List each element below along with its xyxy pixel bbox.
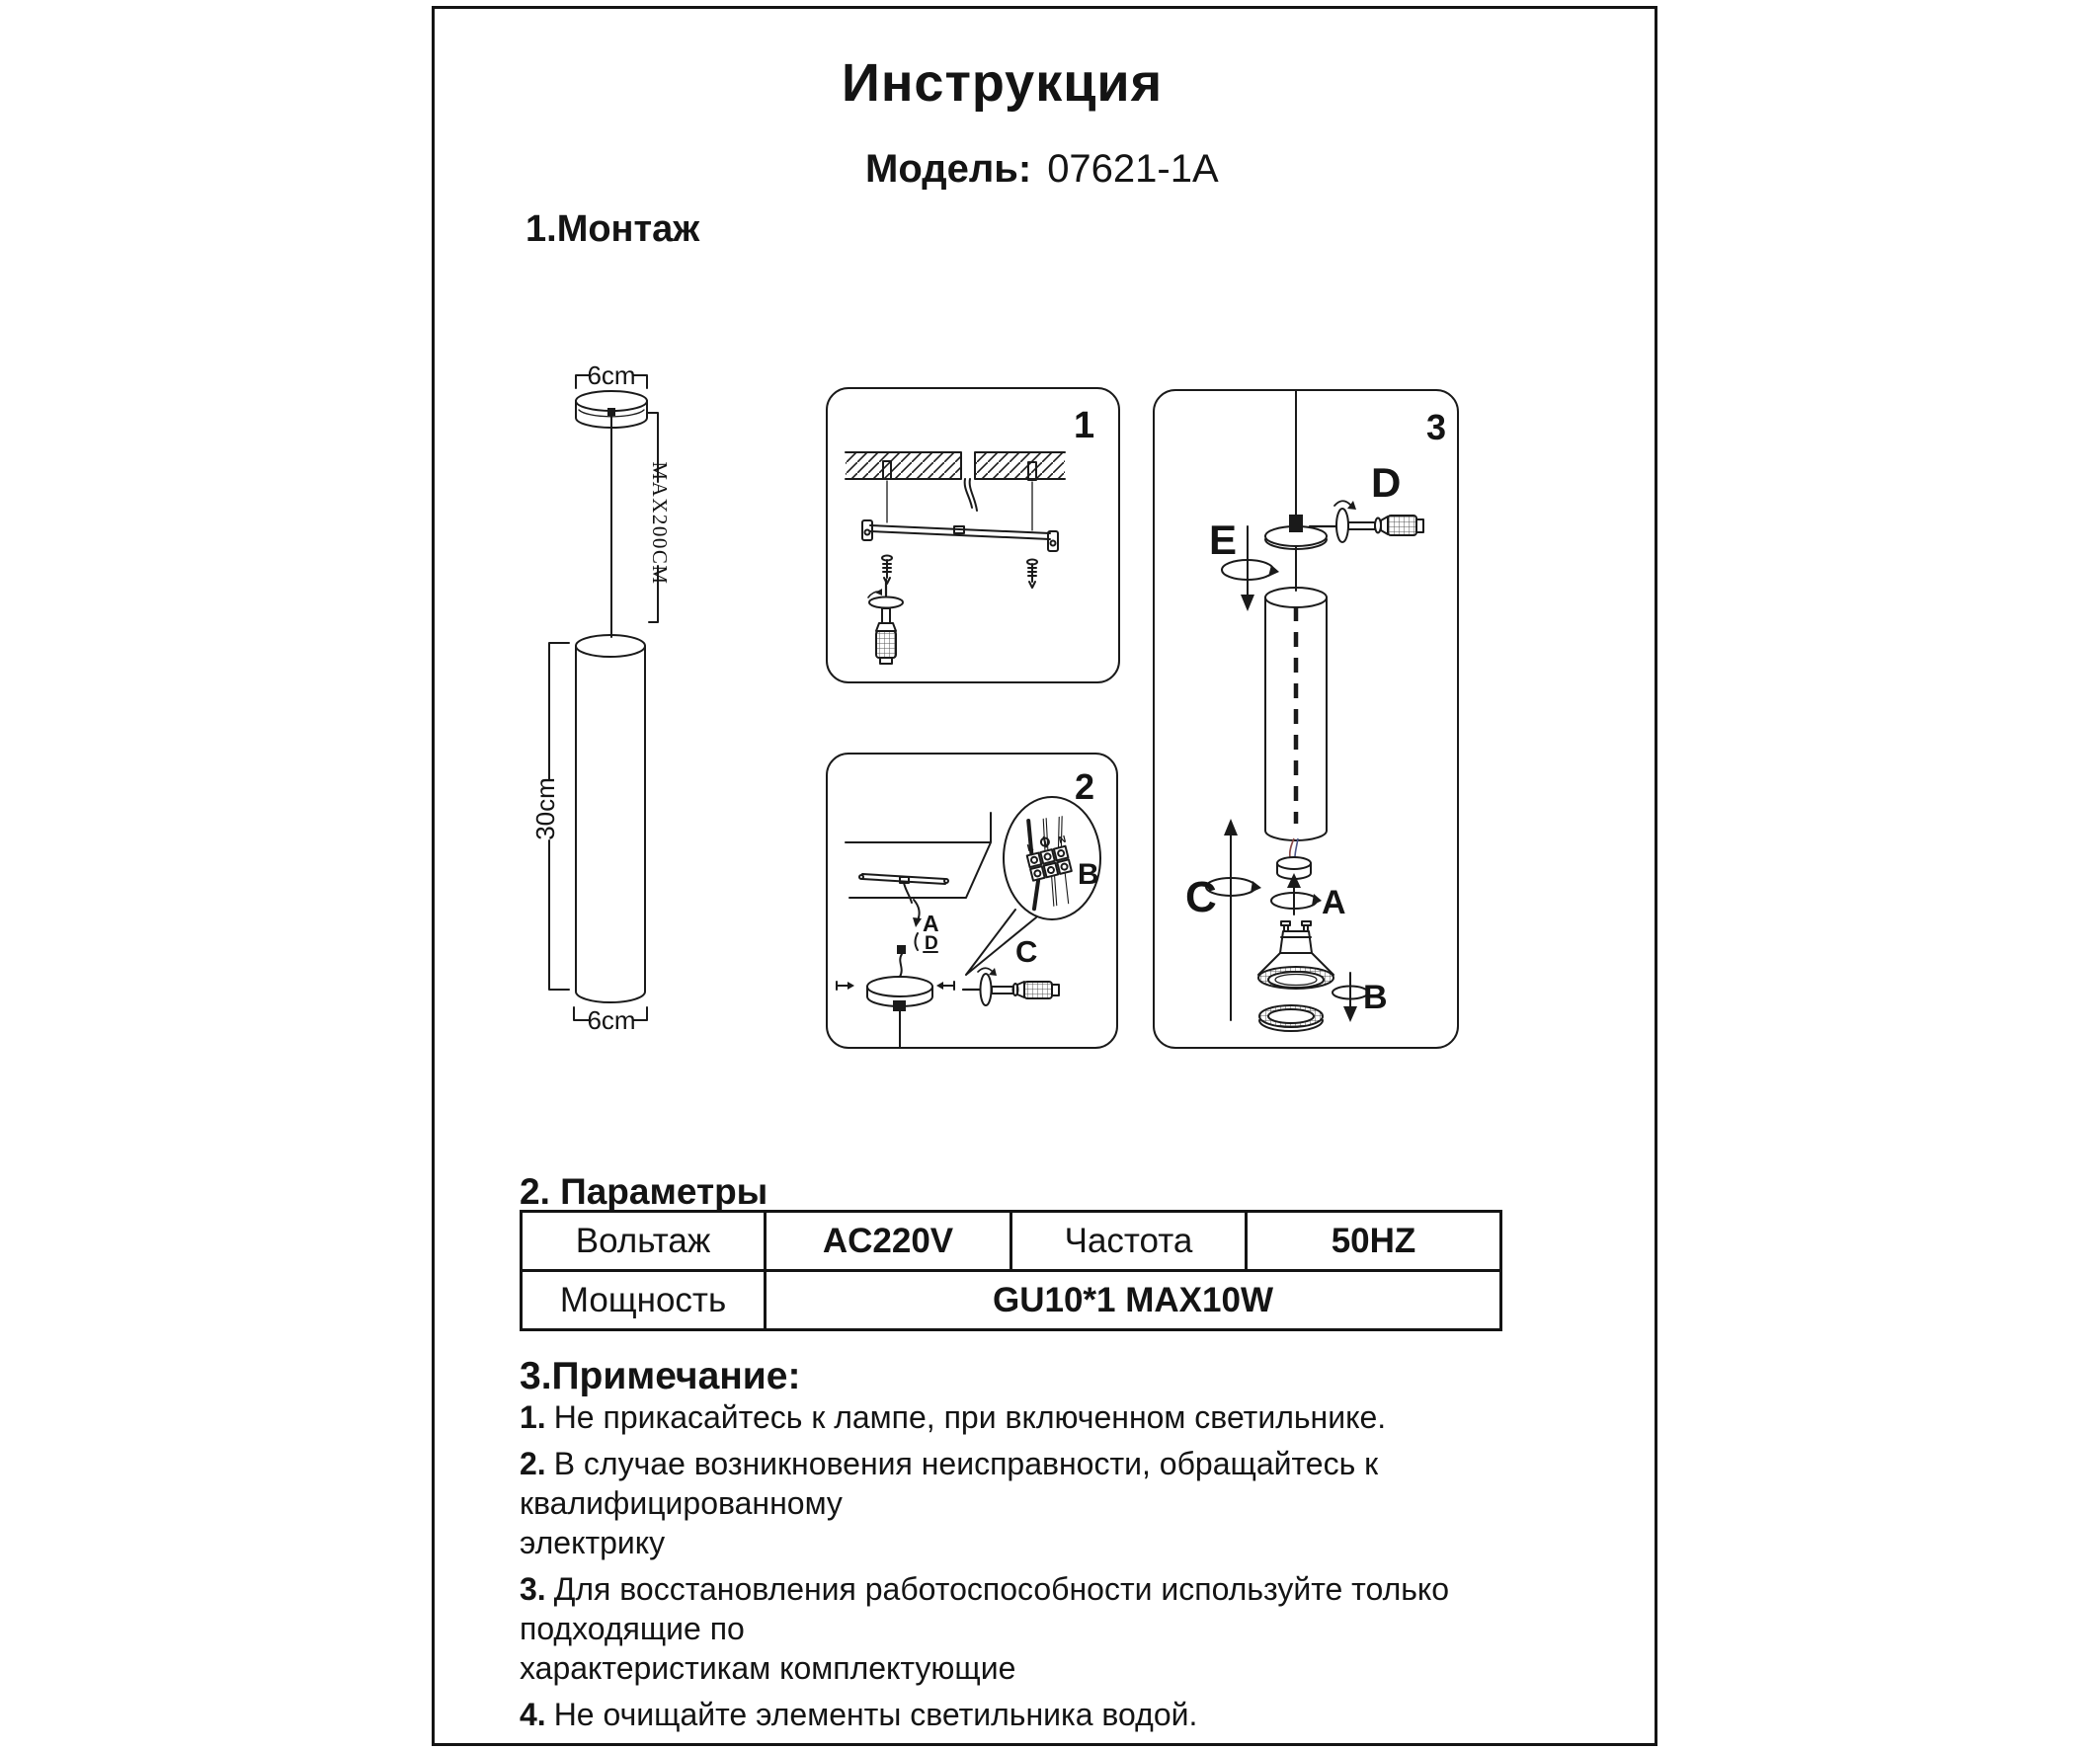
page-title: Инструкция bbox=[842, 53, 1164, 113]
arrow-d bbox=[916, 933, 919, 950]
fig2-label-d: D bbox=[925, 933, 938, 954]
note-item bbox=[520, 1695, 1626, 1734]
note-text: В случае возникновения неисправности, обращайтесь к квалифицированному bbox=[520, 1446, 1379, 1521]
section-params-heading: 2. Параметры bbox=[520, 1171, 768, 1212]
voltage-value-cell: AC220V bbox=[766, 1212, 1011, 1271]
model-line bbox=[865, 147, 1219, 192]
mounting-screws bbox=[882, 556, 1037, 589]
notes-list bbox=[520, 1397, 1626, 1741]
body-diameter-label: 6cm bbox=[587, 1005, 636, 1035]
figure-1-drawing bbox=[825, 386, 1121, 684]
terminal-block bbox=[1013, 813, 1084, 912]
lamp-body-drawing bbox=[576, 635, 645, 1002]
arrow-a bbox=[1271, 873, 1322, 915]
fig2-label-b: B bbox=[1078, 858, 1099, 891]
figure-1-number: 1 bbox=[1074, 405, 1095, 446]
fig2-label-c: C bbox=[1015, 934, 1038, 969]
ceiling-hatched bbox=[846, 451, 1065, 480]
figure-3-drawing bbox=[1152, 388, 1460, 1050]
note-number: 1. bbox=[520, 1399, 546, 1435]
note-number: 2. bbox=[520, 1446, 546, 1481]
note-number: 3. bbox=[520, 1571, 546, 1607]
terminal-n-label: N bbox=[1057, 834, 1068, 846]
model-value: 07621-1A bbox=[1047, 147, 1219, 191]
fig3-label-e: E bbox=[1209, 517, 1238, 563]
fig3-label-a: A bbox=[1322, 884, 1346, 921]
cord-length-label: MAX200CM bbox=[648, 461, 672, 586]
note-text: Не прикасайтесь к лампе, при включенном светильнике. bbox=[553, 1399, 1387, 1435]
figure-2-number: 2 bbox=[1075, 766, 1095, 807]
cord-grip bbox=[607, 408, 615, 416]
note-item bbox=[520, 1397, 1626, 1437]
screwdriver bbox=[963, 968, 1059, 1005]
body-height-label: 30cm bbox=[530, 777, 560, 840]
note-text: характеристикам комплектующие bbox=[520, 1650, 1016, 1686]
pendant-dimension-drawing bbox=[517, 279, 694, 1045]
canopy-grommet bbox=[893, 1000, 906, 1011]
note-number: 4. bbox=[520, 1697, 546, 1732]
mounting-bar bbox=[862, 520, 1058, 551]
instruction-sheet bbox=[432, 6, 1657, 1746]
note-text: Для восстановления работоспособности используйте только подходящие по bbox=[520, 1571, 1450, 1646]
section-montage-heading: 1.Монтаж bbox=[525, 208, 700, 250]
frequency-label-cell: Частота bbox=[1011, 1212, 1247, 1271]
fig3-label-c: C bbox=[1185, 873, 1217, 921]
note-text: электрику bbox=[520, 1525, 666, 1560]
fig3-label-d: D bbox=[1371, 459, 1402, 506]
note-text: Не очищайте элементы светильника водой. bbox=[553, 1697, 1198, 1732]
gu10-bulb bbox=[1258, 921, 1333, 989]
arrow-a bbox=[913, 900, 922, 927]
fig3-label-b: B bbox=[1363, 979, 1388, 1016]
canopy-wire bbox=[900, 954, 902, 977]
table-row bbox=[522, 1212, 1501, 1271]
model-label: Модель: bbox=[865, 147, 1032, 191]
note-item bbox=[520, 1569, 1626, 1688]
mains-wires bbox=[965, 479, 977, 511]
power-value-cell: GU10*1 MAX10W bbox=[766, 1271, 1501, 1330]
cord-lock bbox=[1289, 515, 1303, 532]
note-item bbox=[520, 1444, 1626, 1562]
screwdriver bbox=[868, 580, 903, 664]
terminal-l-label: L bbox=[1025, 841, 1035, 854]
table-row bbox=[522, 1271, 1501, 1330]
fig2-label-a: A bbox=[923, 911, 939, 936]
figure-3-number: 3 bbox=[1426, 407, 1447, 447]
figure-2-frame bbox=[827, 754, 1117, 1048]
parameters-table bbox=[520, 1210, 1502, 1331]
ceiling-edge bbox=[846, 813, 991, 898]
figure-2-drawing bbox=[825, 752, 1119, 1050]
canopy-side-screws bbox=[837, 982, 954, 990]
trim-ring bbox=[1259, 1005, 1323, 1031]
cord-end bbox=[897, 945, 906, 954]
section-notes-heading: 3.Примечание: bbox=[520, 1355, 801, 1397]
canopy-width-label: 6cm bbox=[587, 360, 636, 390]
frequency-value-cell: 50HZ bbox=[1247, 1212, 1501, 1271]
figure-3-frame bbox=[1154, 390, 1458, 1048]
voltage-label-cell: Вольтаж bbox=[522, 1212, 766, 1271]
power-label-cell: Мощность bbox=[522, 1271, 766, 1330]
